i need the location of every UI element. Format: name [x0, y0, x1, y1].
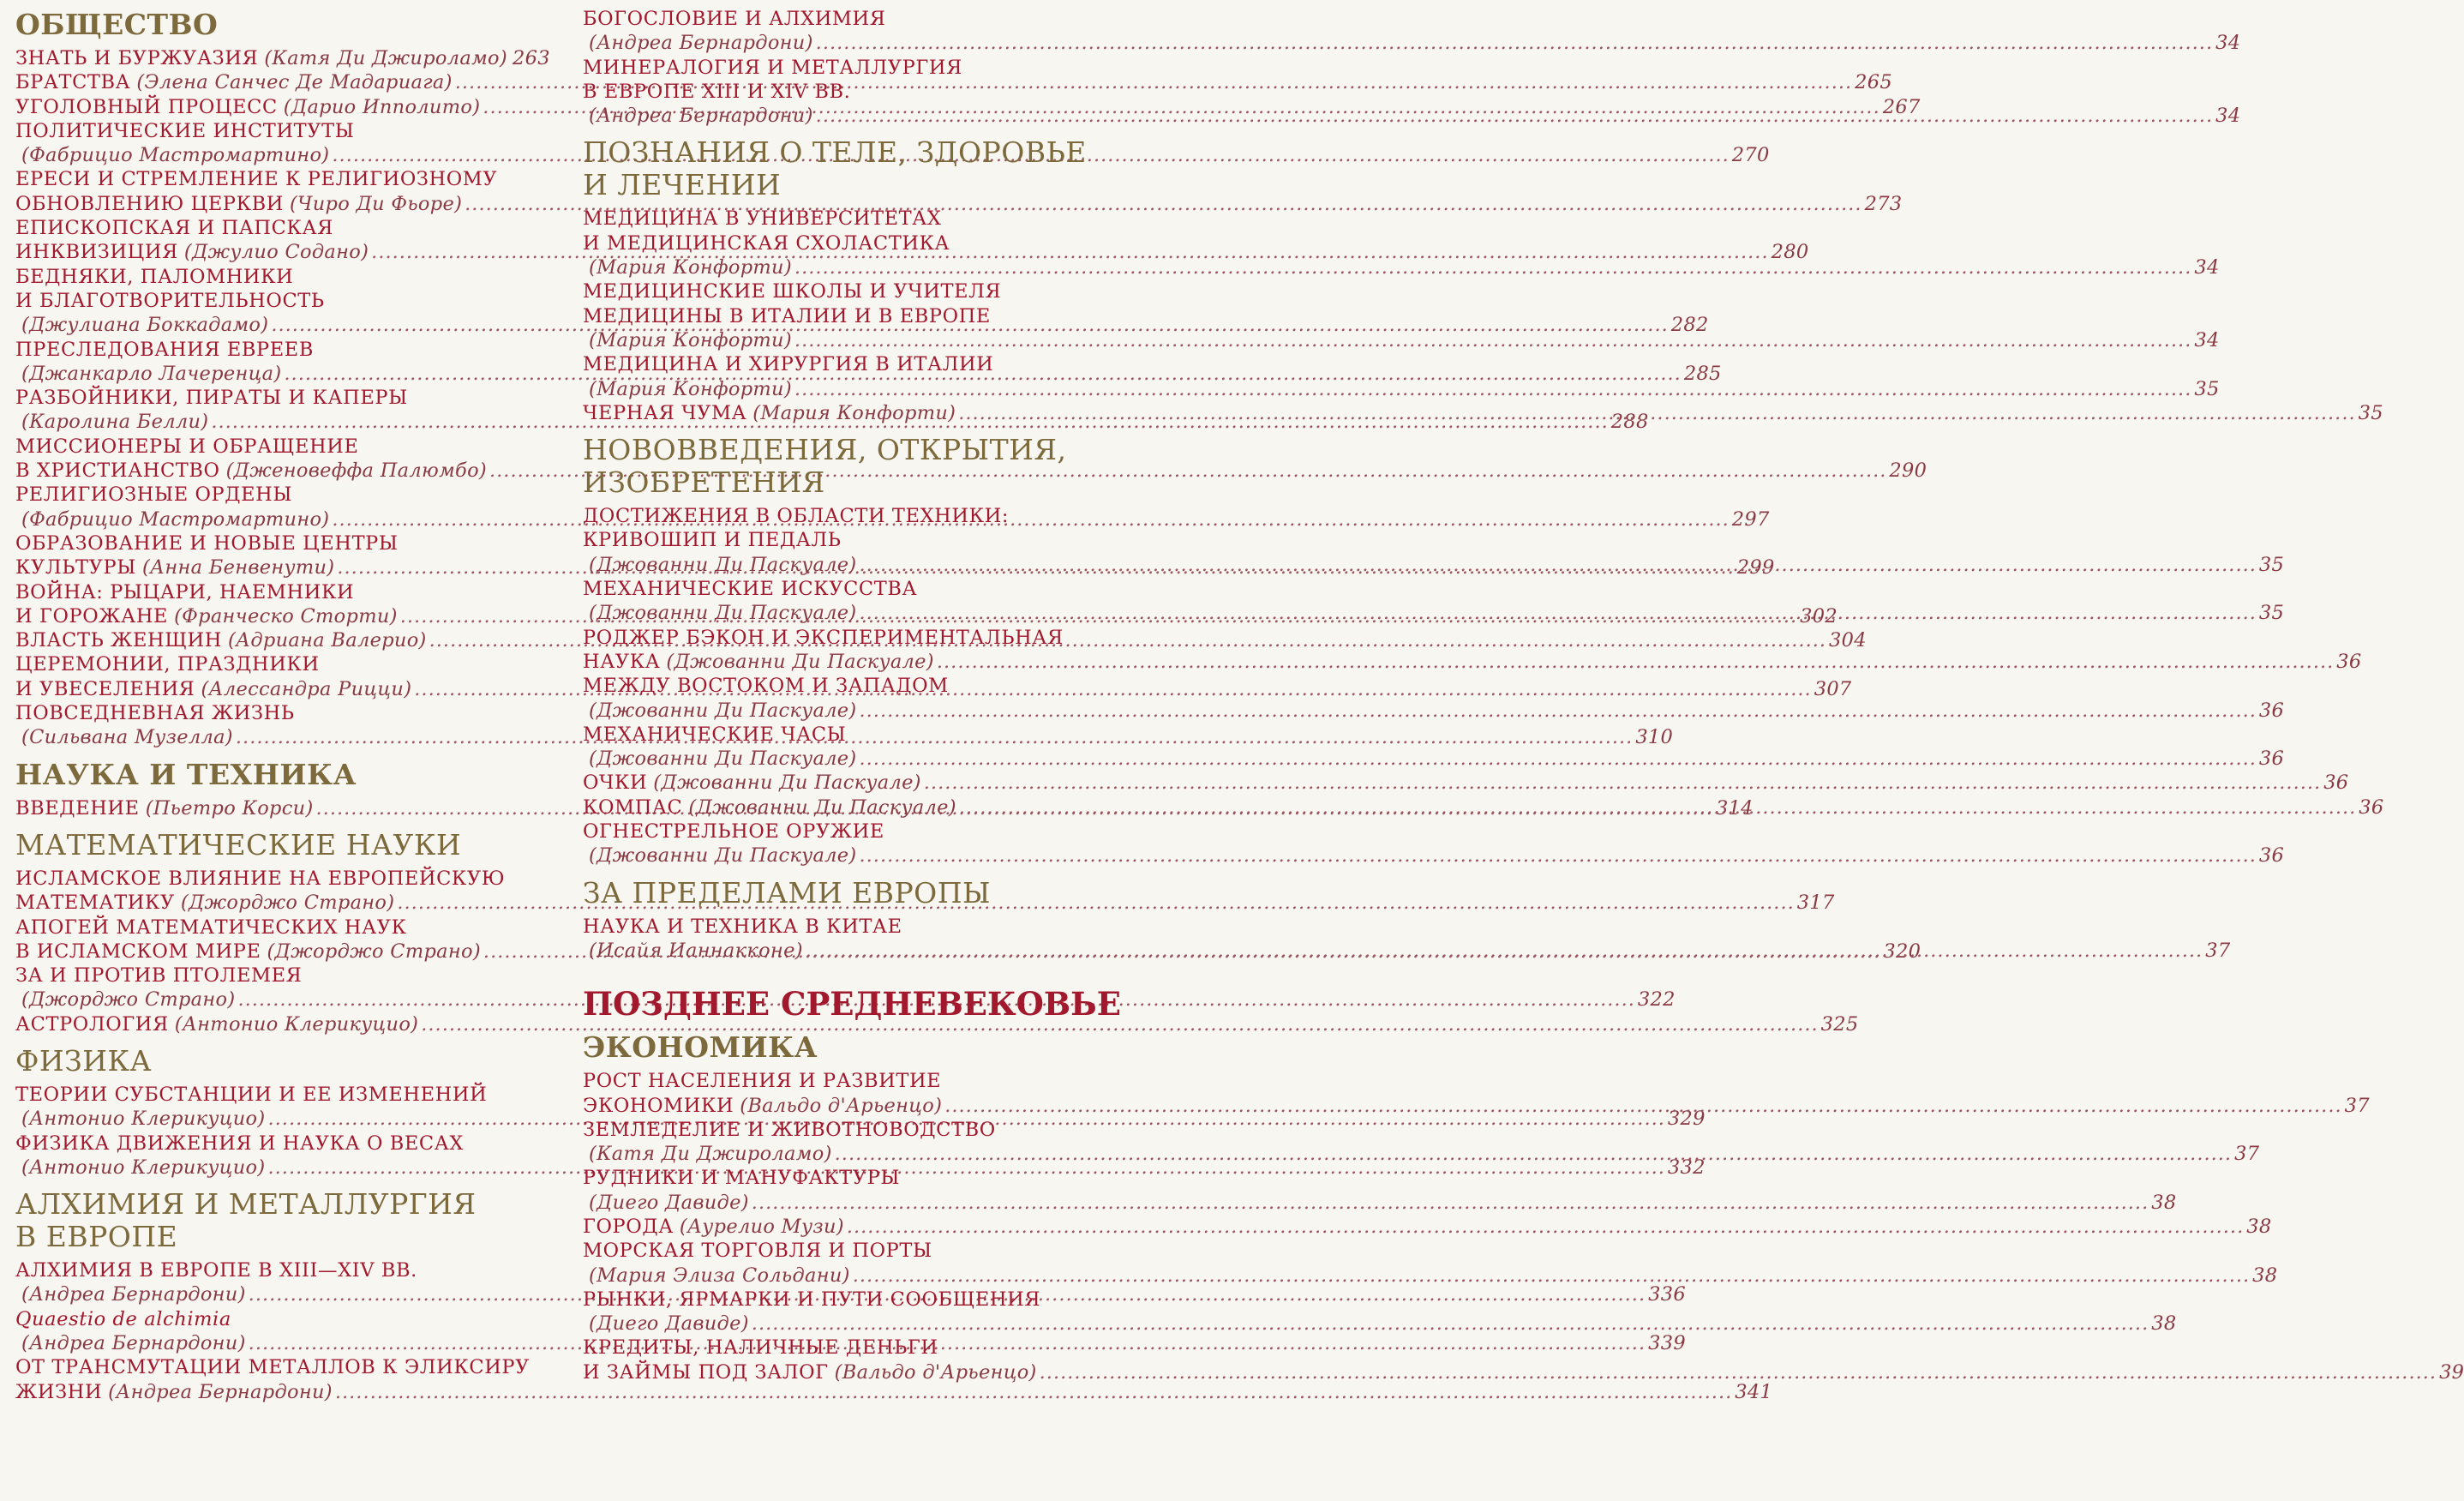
entry-title-line: ОБРАЗОВАНИЕ И НОВЫЕ ЦЕНТРЫ [15, 531, 399, 555]
dot-leader [958, 401, 2355, 425]
entry-title-line: ПРЕСЛЕДОВАНИЯ ЕВРЕЕВ [15, 338, 314, 361]
entry-page-number: 320 [1883, 940, 1921, 963]
entry-title-line: МЕДИЦИНЫ В ИТАЛИИ И В ЕВРОПЕ [583, 304, 991, 327]
section-heading-line: ОБЩЕСТВО [15, 8, 219, 41]
section-heading-line: НОВОВВЕДЕНИЯ, ОТКРЫТИЯ, [583, 433, 1067, 467]
entry-author: (Вальдо д'Арьенцо) [834, 1360, 1037, 1384]
entry-last-line [583, 771, 2349, 795]
entry-title-tail: ОЧКИ [583, 772, 648, 795]
entry-title-tail: ЧЕРНАЯ ЧУМА [583, 401, 747, 424]
entry-last-line [583, 747, 2285, 771]
entry-page-number: 36 [2359, 796, 2384, 819]
section-heading: ЭКОНОМИКА [583, 1030, 818, 1065]
dot-leader [806, 939, 2203, 963]
section-heading-line: НАУКА И ТЕХНИКА [15, 757, 357, 791]
entry-last-line [583, 699, 2285, 723]
entry-page-number: 34 [2215, 32, 2241, 55]
entry-title-line: КРИВОШИП И ПЕДАЛЬ [583, 529, 842, 552]
entry-title-line: БОГОСЛОВИЕ И АЛХИМИЯ [583, 8, 886, 30]
entry-title-line: РЫНКИ, ЯРМАРКИ И ПУТИ СООБЩЕНИЯ [583, 1288, 1041, 1311]
entry-last-line [583, 1191, 2177, 1215]
entry-title-line: ЗА И ПРОТИВ ПТОЛЕМЕЯ [15, 964, 303, 988]
entry-title-tail: В ИСЛАМСКОМ МИРЕ [15, 940, 261, 963]
entry-author: (Андреа Бернардони) [589, 32, 813, 55]
entry-page-number: 304 [1829, 629, 1867, 652]
entry-title-line: МИССИОНЕРЫ И ОБРАЩЕНИЕ [15, 435, 359, 458]
entry-title-line: ВОЙНА: РЫЦАРИ, НАЕМНИКИ [15, 580, 355, 603]
entry-page-number: 36 [2336, 650, 2362, 673]
entry-page-number: 38 [2246, 1215, 2272, 1238]
section-heading [15, 759, 534, 791]
entry-page-number: 325 [1820, 1012, 1859, 1036]
entry-page-number: 297 [1731, 507, 1770, 531]
entry-author: (Пьетро Корси) [145, 796, 314, 820]
entry-author: (Фабрицио Мастромартино) [21, 144, 330, 167]
toc-entry [583, 7, 2241, 56]
entry-title-line: МЕДИЦИНА И ХИРУРГИЯ В ИТАЛИИ [583, 353, 994, 376]
entry-last-line [583, 31, 2241, 55]
dot-leader [859, 553, 2256, 577]
entry-author: (Мария Элиза Сольдани) [589, 1264, 850, 1287]
entry-author: (Франческо Сторти) [174, 604, 398, 627]
entry-author: (Мария Конфорти) [589, 256, 792, 279]
entry-author: (Джованни Ди Паскуале) [666, 650, 934, 673]
dot-leader [1040, 1360, 2437, 1384]
entry-page-number: 285 [1683, 362, 1722, 385]
dot-leader [853, 1264, 2250, 1288]
entry-author: (Каролина Белли) [21, 411, 209, 434]
entry-title-line: ОГНЕСТРЕЛЬНОЕ ОРУЖИЕ [583, 820, 884, 844]
entry-last-line [583, 1142, 2260, 1166]
entry-last-line [583, 1312, 2177, 1336]
entry-title-line: МОРСКАЯ ТОРГОВЛЯ И ПОРТЫ [583, 1240, 932, 1263]
entry-author: (Джованни Ди Паскуале) [589, 699, 857, 722]
dot-leader [794, 377, 2191, 401]
entry-title-tail: КОМПАС [583, 796, 683, 819]
dot-leader [924, 771, 2321, 795]
entry-page-number: 38 [2151, 1191, 2177, 1214]
section-heading-line: И ЛЕЧЕНИИ [583, 168, 782, 202]
section-heading [583, 877, 1106, 910]
dot-leader [752, 1191, 2149, 1215]
entry-last-line [15, 46, 550, 70]
entry-author: (Антонио Клерикуцио) [174, 1012, 419, 1036]
entry-author: (Исайя Ианнакконе) [589, 939, 803, 962]
entry-title-line: ЗЕМЛЕДЕЛИЕ И ЖИВОТНОВОДСТВО [583, 1118, 996, 1141]
toc-entry [583, 1239, 2278, 1288]
entry-page-number: 37 [2234, 1143, 2260, 1166]
entry-page-number: 341 [1735, 1380, 1773, 1403]
entry-page-number: 280 [1771, 241, 1809, 264]
entry-page-number: 38 [2252, 1264, 2278, 1287]
entry-title-line: ЕРЕСИ И СТРЕМЛЕНИЕ К РЕЛИГИОЗНОМУ [15, 168, 498, 191]
section-heading-line: ИЗОБРЕТЕНИЯ [583, 465, 825, 500]
entry-author: (Антонио Клерикуцио) [21, 1156, 266, 1179]
entry-author: (Андреа Бернардони) [21, 1332, 246, 1355]
entry-page-number: 35 [2258, 553, 2285, 576]
entry-author: (Сильвана Музелла) [21, 726, 233, 749]
entry-title-line: И БЛАГОТВОРИТЕЛЬНОСТЬ [15, 289, 325, 312]
entry-title-tail: И ЗАЙМЫ ПОД ЗАЛОГ [583, 1360, 829, 1384]
entry-author: (Джанкарло Лачеренца) [21, 362, 282, 385]
entry-author: (Джулиана Боккадамо) [21, 314, 269, 337]
entry-author: (Диего Давиде) [589, 1191, 749, 1214]
entry-title-tail: ОБНОВЛЕНИЮ ЦЕРКВИ [15, 192, 284, 215]
dot-leader [859, 699, 2256, 723]
section-heading-line: В ЕВРОПЕ [15, 1220, 178, 1254]
entry-last-line [583, 1360, 2464, 1384]
dot-leader [859, 747, 2256, 771]
entry-title-line: МЕЖДУ ВОСТОКОМ И ЗАПАДОМ [583, 675, 949, 698]
entry-page-number: 288 [1610, 411, 1649, 434]
entry-author: (Джулио Содано) [183, 241, 369, 264]
entry-title-tail: БРАТСТВА [15, 71, 131, 94]
entry-page-number: 332 [1667, 1156, 1706, 1179]
entry-author: (Джованни Ди Паскуале) [688, 796, 956, 819]
entry-author: (Джованни Ди Паскуале) [589, 844, 857, 868]
entry-last-line [583, 1264, 2278, 1288]
entry-author: (Диего Давиде) [589, 1312, 749, 1336]
entry-page-number: 273 [1864, 192, 1903, 215]
entry-last-line [15, 192, 1903, 216]
entry-title-line: ПОВСЕДНЕВНАЯ ЖИЗНЬ [15, 702, 295, 725]
entry-author: (Джорджо Страно) [180, 892, 395, 915]
entry-page-number: 36 [2323, 772, 2349, 795]
entry-page-number: 36 [2258, 747, 2285, 771]
entry-last-line [15, 1380, 1773, 1404]
entry-title-tail: ВЛАСТЬ ЖЕНЩИН [15, 629, 222, 652]
entry-title-line: МЕХАНИЧЕСКИЕ ИСКУССТВА [583, 578, 918, 601]
entry-title-line: АЛХИМИЯ В ЕВРОПЕ В XIII—XIV ВВ. [15, 1259, 417, 1282]
entry-title-tail: ЭКОНОМИКИ [583, 1094, 734, 1117]
entry-page-number: 302 [1800, 604, 1838, 627]
toc-entry [583, 820, 2285, 868]
section-heading-line: ФИЗИКА [15, 1043, 153, 1078]
entry-author: (Адриана Валерио) [227, 629, 427, 652]
entry-author: (Джованни Ди Паскуале) [589, 747, 857, 771]
entry-page-number: 34 [2194, 328, 2220, 351]
entry-page-number: 270 [1731, 144, 1770, 167]
entry-page-number: 37 [2344, 1094, 2370, 1117]
entry-title-line: ТЕОРИИ СУБСТАНЦИИ И ЕЕ ИЗМЕНЕНИЙ [15, 1083, 488, 1106]
dot-leader [937, 650, 2334, 674]
entry-title-line: КРЕДИТЫ, НАЛИЧНЫЕ ДЕНЬГИ [583, 1336, 938, 1360]
dot-leader [794, 328, 2191, 352]
entry-page-number: 299 [1736, 556, 1775, 579]
entry-page-number: 34 [2194, 256, 2220, 279]
entry-page-number: 317 [1796, 892, 1835, 915]
dot-leader [835, 1142, 2232, 1166]
dot-leader [752, 1312, 2149, 1336]
entry-title-tail: ЖИЗНИ [15, 1380, 103, 1403]
section-heading [15, 9, 534, 41]
entry-page-number: 307 [1814, 677, 1852, 700]
section-heading [583, 136, 1106, 201]
entry-author: (Джованни Ди Паскуале) [589, 553, 857, 576]
entry-last-line [15, 1012, 1859, 1036]
entry-author: (Джованни Ди Паскуале) [589, 602, 857, 625]
entry-author: (Вальдо д'Арьенцо) [740, 1094, 943, 1117]
entry-title-tail: АСТРОЛОГИЯ [15, 1012, 169, 1036]
entry-author: (Дарио Ипполито) [283, 95, 481, 118]
entry-author: (Мария Конфорти) [752, 401, 956, 424]
entry-author: (Джорджо Страно) [267, 940, 481, 963]
entry-author: (Аурелио Музи) [679, 1215, 844, 1238]
entry-page-number: 35 [2194, 377, 2220, 400]
entry-author: (Андреа Бернардони) [108, 1380, 333, 1403]
entry-author: (Дженовеффа Палюмбо) [225, 459, 487, 483]
entry-title-line: РЕЛИГИОЗНЫЕ ОРДЕНЫ [15, 483, 293, 507]
entry-last-line [583, 650, 2362, 674]
section-heading-line: ПОЗНАНИЯ О ТЕЛЕ, ЗДОРОВЬЕ [583, 135, 1087, 170]
section-heading [15, 1188, 534, 1253]
entry-title-tail: И УВЕСЕЛЕНИЯ [15, 677, 195, 700]
entry-title-tail: ЗНАТЬ И БУРЖУАЗИЯ [15, 47, 259, 69]
entry-last-line [583, 1215, 2272, 1239]
entry-title-tail: В ХРИСТИАНСТВО [15, 459, 220, 483]
entry-title-line: МЕХАНИЧЕСКИЕ ЧАСЫ [583, 723, 847, 746]
dot-leader [859, 601, 2256, 625]
toc-entry [583, 771, 2349, 795]
entry-author: (Мария Конфорти) [589, 328, 792, 351]
toc-entry [15, 46, 550, 70]
entry-title-tail: МАТЕМАТИКУ [15, 892, 175, 915]
entry-title-line: ДОСТИЖЕНИЯ В ОБЛАСТИ ТЕХНИКИ: [583, 505, 1010, 528]
entry-title-line: ПОЛИТИЧЕСКИЕ ИНСТИТУТЫ [15, 119, 355, 142]
dot-leader [816, 31, 2213, 55]
toc-entry [15, 1012, 1859, 1036]
entry-title-tail: КУЛЬТУРЫ [15, 556, 136, 579]
entry-page-number: 339 [1648, 1332, 1686, 1355]
entry-author: (Катя Ди Джироламо) [264, 47, 507, 69]
entry-page-number: 265 [1855, 71, 1893, 94]
entry-title-line: РОДЖЕР БЭКОН И ЭКСПЕРИМЕНТАЛЬНАЯ [583, 626, 1064, 649]
entry-author: (Антонио Клерикуцио) [21, 1108, 266, 1131]
entry-page-number: 38 [2151, 1312, 2177, 1336]
entry-title-line: МЕДИЦИНСКИЕ ШКОЛЫ И УЧИТЕЛЯ [583, 280, 1002, 303]
dot-leader [847, 1215, 2244, 1239]
entry-last-line [583, 377, 2220, 401]
entry-page-number: 310 [1635, 726, 1674, 749]
entry-author: (Анна Бенвенути) [141, 556, 335, 579]
entry-title-tail: НАУКА [583, 650, 661, 673]
entry-title-tail: И ГОРОЖАНЕ [15, 604, 169, 627]
entry-title-tail: ВВЕДЕНИЕ [15, 796, 140, 820]
entry-page-number: 322 [1637, 988, 1676, 1012]
section-heading-line: ЗА ПРЕДЕЛАМИ ЕВРОПЫ [583, 875, 991, 910]
entry-title-line: АПОГЕЙ МАТЕМАТИЧЕСКИХ НАУК [15, 916, 407, 939]
section-heading-line: МАТЕМАТИЧЕСКИЕ НАУКИ [15, 827, 462, 862]
toc-entry [583, 1069, 2370, 1118]
entry-last-line [583, 844, 2285, 868]
dot-leader [816, 104, 2213, 128]
entry-last-line [583, 1094, 2370, 1118]
entry-author: (Андреа Бернардони) [21, 1283, 246, 1306]
entry-author: (Мария Конфорти) [589, 377, 792, 400]
entry-page-number: 336 [1648, 1283, 1686, 1306]
entry-page-number: 36 [2258, 844, 2285, 868]
dot-leader [794, 255, 2191, 279]
entry-title-tail: УГОЛОВНЫЙ ПРОЦЕСС [15, 95, 278, 118]
entry-title-line: ЦЕРЕМОНИИ, ПРАЗДНИКИ [15, 653, 320, 676]
entry-page-number: 35 [2258, 602, 2285, 625]
entry-title-line: ОТ ТРАНСМУТАЦИИ МЕТАЛЛОВ К ЭЛИКСИРУ [15, 1356, 531, 1379]
entry-page-number: 37 [2205, 939, 2231, 962]
dot-leader [944, 1094, 2341, 1118]
entry-title-tail: ГОРОДА [583, 1215, 674, 1238]
entry-title-line: РОСТ НАСЕЛЕНИЯ И РАЗВИТИЕ [583, 1070, 942, 1093]
entry-last-line [583, 255, 2220, 279]
entry-page-number: 34 [2215, 105, 2241, 128]
entry-author: (Андреа Бернардони) [589, 105, 813, 128]
entry-title-line: БЕДНЯКИ, ПАЛОМНИКИ [15, 265, 294, 288]
entry-title-line: ФИЗИКА ДВИЖЕНИЯ И НАУКА О ВЕСАХ [15, 1132, 464, 1155]
entry-author: (Катя Ди Джироламо) [589, 1143, 832, 1166]
entry-author: (Алессандра Рицци) [201, 677, 412, 700]
part-heading: ПОЗДНЕЕ СРЕДНЕВЕКОВЬЕ [583, 985, 1121, 1024]
dot-leader [859, 844, 2256, 868]
entry-author: (Чиро Ди Фьоре) [289, 192, 463, 215]
entry-page-number: 282 [1670, 314, 1709, 337]
entry-page-number: 314 [1715, 796, 1754, 820]
entry-title-line: РУДНИКИ И МАНУФАКТУРЫ [583, 1167, 901, 1190]
entry-title-line: НАУКА И ТЕХНИКА В КИТАЕ [583, 915, 902, 938]
entry-page-number: 329 [1667, 1108, 1706, 1131]
entry-title-line: МЕДИЦИНА В УНИВЕРСИТЕТАХ [583, 207, 942, 231]
entry-title-line: И МЕДИЦИНСКАЯ СХОЛАСТИКА [583, 231, 950, 255]
section-heading [15, 829, 534, 862]
entry-page-number: 267 [1882, 95, 1921, 118]
entry-page-number: 290 [1889, 459, 1927, 483]
entry-author: (Джорджо Страно) [21, 988, 236, 1012]
dot-leader [959, 796, 2356, 820]
section-heading-line: АЛХИМИЯ И МЕТАЛЛУРГИЯ [15, 1187, 477, 1222]
entry-title-line: МИНЕРАЛОГИЯ И МЕТАЛЛУРГИЯ [583, 56, 962, 79]
entry-title-tail: ИНКВИЗИЦИЯ [15, 241, 178, 264]
entry-page-number: 39 [2439, 1360, 2464, 1384]
entry-title-line: В ЕВРОПЕ XIII И XIV ВВ. [583, 80, 851, 103]
entry-title-line: ЕПИСКОПСКАЯ И ПАПСКАЯ [15, 217, 333, 240]
entry-author: (Джованни Ди Паскуале) [653, 772, 921, 795]
entry-title-line: ИСЛАМСКОЕ ВЛИЯНИЕ НА ЕВРОПЕЙСКУЮ [15, 867, 506, 890]
section-heading [583, 434, 1106, 499]
entry-last-line [583, 328, 2220, 352]
entry-page-number: 263 [512, 47, 550, 69]
entry-title-line: РАЗБОЙНИКИ, ПИРАТЫ И КАПЕРЫ [15, 387, 408, 410]
toc-entry [583, 1215, 2272, 1239]
entry-page-number: 36 [2258, 699, 2285, 722]
section-heading [15, 1045, 534, 1078]
entry-author: (Фабрицио Мастромартино) [21, 507, 330, 531]
entry-author: (Элена Санчес Де Мадариага) [136, 71, 453, 94]
entry-page-number: 35 [2358, 401, 2383, 424]
entry-title-line: Quaestio de alchimia [15, 1307, 231, 1330]
